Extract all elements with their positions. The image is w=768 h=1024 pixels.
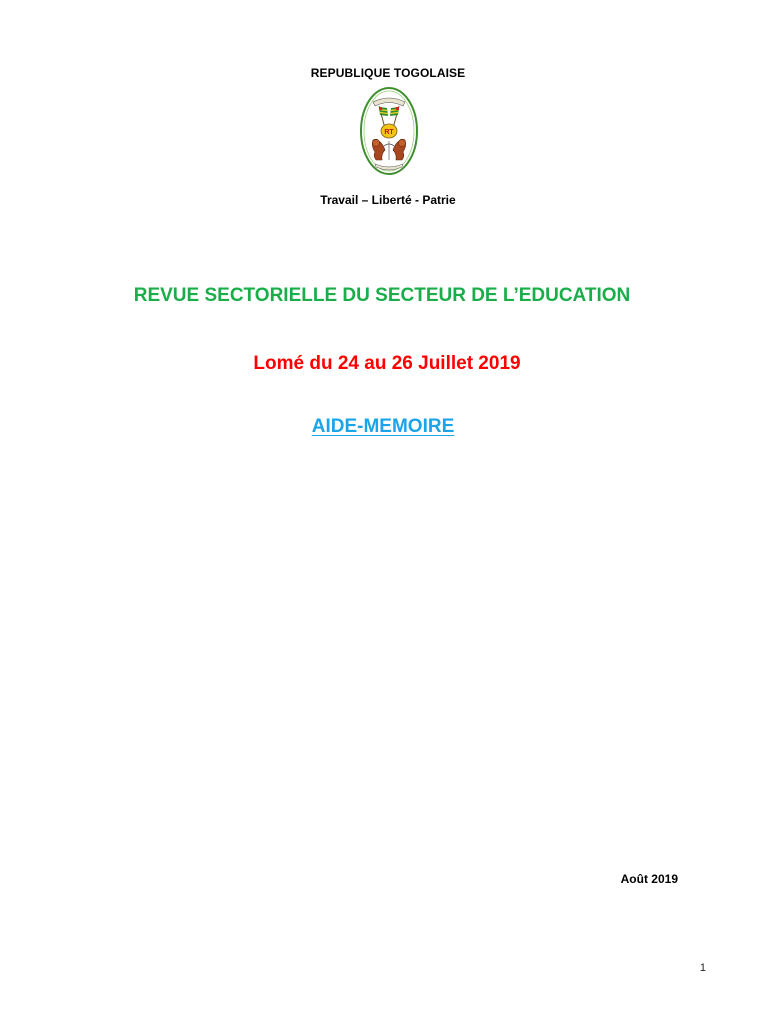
page-number: 1	[699, 962, 706, 974]
document-date: Août 2019	[620, 872, 678, 886]
document-subtitle: Lomé du 24 au 26 Juillet 2019	[253, 353, 521, 374]
coat-of-arms-emblem	[359, 86, 419, 176]
emblem-initials: RT	[384, 129, 394, 136]
document-type-heading: AIDE-MEMOIRE	[311, 416, 455, 437]
document-title: REVUE SECTORIELLE DU SECTEUR DE L’EDUCATION	[133, 285, 631, 306]
country-name: REPUBLIQUE TOGOLAISE	[310, 66, 466, 80]
national-motto: Travail – Liberté - Patrie	[320, 193, 456, 207]
